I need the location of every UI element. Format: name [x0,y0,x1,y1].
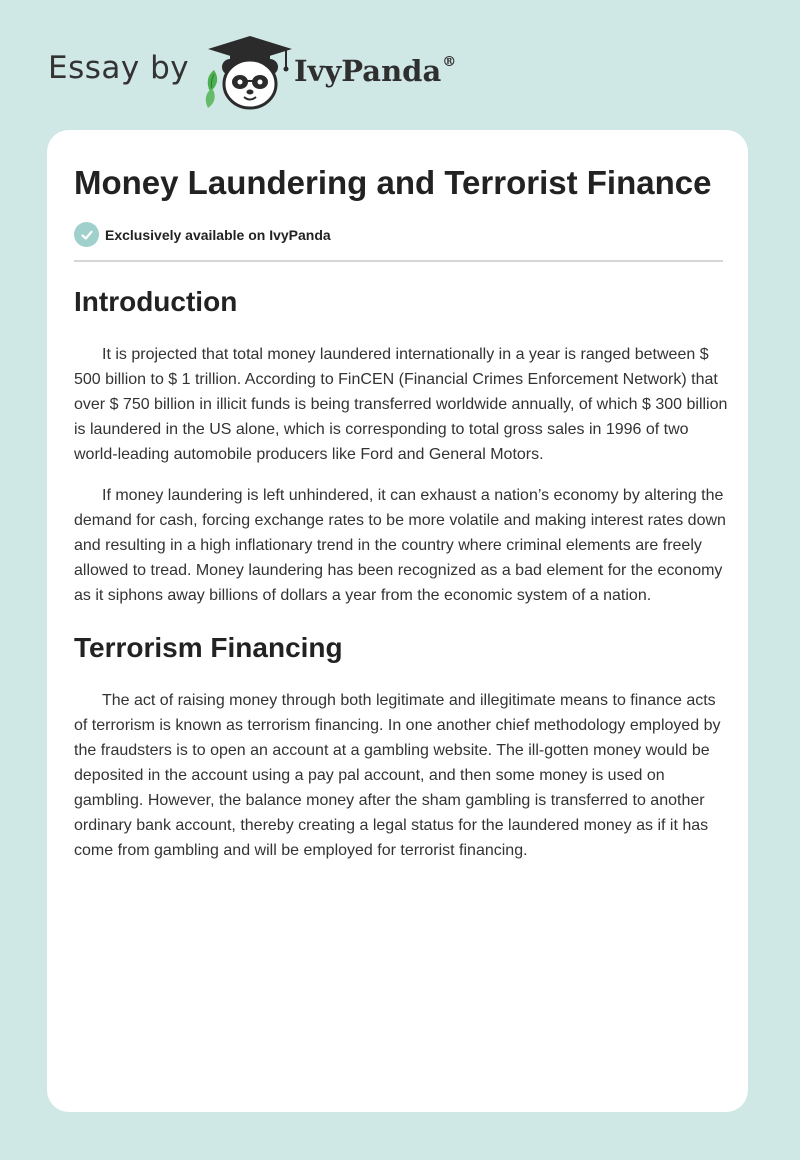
page-title: Money Laundering and Terrorist Finance [74,164,712,201]
paragraph: The act of raising money through both legitimate and illegitimate means to finance acts of terrorism is known as terrorism financing. In one another chief methodology employed by the fraudsters is to open an account at a gambling website. The ill-gotten money would be deposited in the account using a pay pal account, and then some money is used on gambling. However, the balance money after the sham gambling is transferred to another ordinary bank account, thereby creating a legal status for the laundered money as if it has come from gambling and will be employed for terrorist financing. [74,692,721,859]
brand-name[interactable]: IvyPanda® [294,54,457,88]
panda-logo-icon [200,32,300,112]
essay-by-label: Essay by [48,50,190,86]
paragraph: If money laundering is left unhindered, it can exhaust a nation’s economy by altering the demand for cash, forcing exchange rates to be more volatile and making interest rates down and resulting in a high inflationary trend in the country where criminal elements are freely allowed to tread. Money laundering has been recognized as a bad element for the economy as it siphons away billions of dollars a year from the economic system of a nation. [74,487,726,604]
essay-content [74,284,729,863]
section-heading-terrorism-financing: Terrorism Financing [74,632,343,663]
essay-card [47,130,748,1112]
divider [74,260,723,262]
section-heading-introduction: Introduction [74,286,238,317]
exclusive-badge-label: Exclusively available on IvyPanda [105,226,331,243]
site-header [48,32,548,112]
check-circle-icon [74,222,99,247]
paragraph: It is projected that total money laundered internationally in a year is ranged between $ 500 billion to $ 1 trillion. According to FinCEN (Financial Crimes Enforcement Network) that over $ 750 billion in illicit funds is being transferred worldwide annually, of which $ 300 billion is laundered in the US alone, which is corresponding to total gross sales in 1996 of two world-leading automobile producers like Ford and General Motors. [74,346,728,463]
exclusive-badge [74,222,331,247]
